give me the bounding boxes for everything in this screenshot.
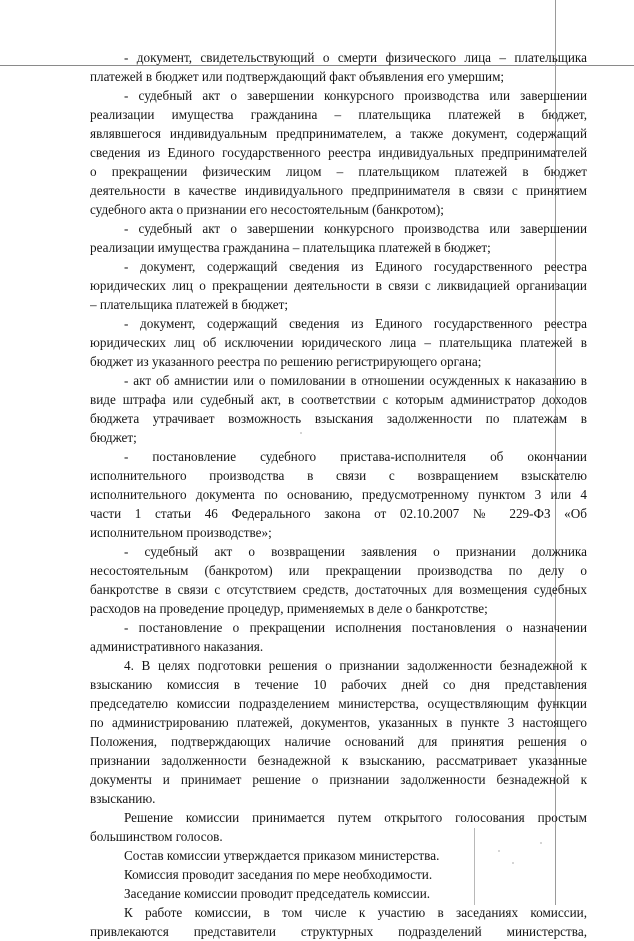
text-line: части 1 статьи 46 Федерального закона от 02.10.2007 № 229-ФЗ «Об	[90, 506, 587, 521]
text-line: взысканию комиссия в течение 10 рабочих дней со дня представления	[90, 677, 587, 692]
text-line: исполнительного производства в связи с возвращением взыскателю	[90, 468, 587, 483]
text-line: сведения из Единого государственного реестра индивидуальных предпринимателей	[90, 145, 587, 160]
text-line: Решение комиссии принимается путем открытого голосования простым	[124, 810, 587, 825]
text-line: - документ, содержащий сведения из Единого государственного реестра	[124, 259, 587, 274]
text-line: юридических лиц об исключении юридического лица – плательщика платежей в	[90, 335, 587, 350]
text-line: - судебный акт о возвращении заявления о признании должника	[124, 544, 587, 559]
text-line: юридических лиц о прекращении деятельности в связи с ликвидацией организации	[90, 278, 587, 293]
document-body	[90, 48, 587, 941]
text-line: большинством голосов.	[90, 829, 223, 844]
text-line: Положения, подтверждающих наличие оснований для принятия решения о	[90, 734, 587, 749]
text-line: платежей в бюджет или подтверждающий факт объявления его умершим;	[90, 69, 505, 84]
text-line: несостоятельным (банкротом) или прекращении производства по делу о	[90, 563, 587, 578]
text-line: банкротстве в связи с отсутствием средств, достаточных для возмещения судебных	[90, 582, 587, 597]
text-line: Заседание комиссии проводит председатель комиссии.	[124, 886, 431, 901]
text-line: председателю комиссии подразделением министерства, осуществляющим функции	[90, 696, 587, 711]
text-line: - документ, содержащий сведения из Единого государственного реестра	[124, 316, 587, 331]
text-line: бюджет из указанного реестра по решению регистрирующего органа;	[90, 354, 482, 369]
text-line: документы и принимает решение о признании задолженности безнадежной к	[90, 772, 587, 787]
text-line: расходов на проведение процедур, применяемых в деле о банкротстве;	[90, 601, 488, 616]
text-line: являвшегося индивидуальным предпринимателем, а также документ, содержащий	[90, 126, 587, 141]
text-line: - судебный акт о завершении конкурсного производства или завершении	[124, 221, 587, 236]
text-line: по администрированию платежей, документов, указанных в пункте 3 настоящего	[90, 715, 587, 730]
text-line: признании задолженности безнадежной к взысканию, рассматривает указанные	[90, 753, 587, 768]
text-line: реализации имущества гражданина – плательщика платежей в бюджет;	[90, 240, 491, 255]
text-line: взысканию.	[90, 791, 156, 806]
text-line: о прекращении физическим лицом – плательщиком платежей в бюджет	[90, 164, 587, 179]
text-line: деятельности в качестве индивидуального предпринимателя в связи с принятием	[90, 183, 587, 198]
text-line: привлекаются представители структурных подразделений министерства,	[90, 924, 587, 939]
text-line: - документ, свидетельствующий о смерти физического лица – плательщика	[124, 50, 587, 65]
text-line: исполнительном производстве»;	[90, 525, 272, 540]
text-line: – плательщика платежей в бюджет;	[90, 297, 289, 312]
text-line: - постановление судебного пристава-исполнителя об окончании	[124, 449, 587, 464]
text-line: административного наказания.	[90, 639, 264, 654]
text-line: бюджет;	[90, 430, 137, 445]
text-line: реализации имущества гражданина – плательщика платежей в бюджет,	[90, 107, 587, 122]
text-line: судебного акта о признании его несостоятельным (банкротом);	[90, 202, 444, 217]
text-line: 4. В целях подготовки решения о признании задолженности безнадежной к	[124, 658, 587, 673]
text-line: - постановление о прекращении исполнения постановления о назначении	[124, 620, 587, 635]
text-line: - акт об амнистии или о помиловании в отношении осужденных к наказанию в	[124, 373, 587, 388]
text-line: бюджета утрачивает возможность взыскания задолженности по платежам в	[90, 411, 587, 426]
text-line: Состав комиссии утверждается приказом министерства.	[124, 848, 440, 863]
text-line: Комиссия проводит заседания по мере необходимости.	[124, 867, 433, 882]
text-line: виде штрафа или судебный акт, в соответствии с которым администратор доходов	[90, 392, 587, 407]
text-line: К работе комиссии, в том числе к участию в заседаниях комиссии,	[124, 905, 587, 920]
text-line: - судебный акт о завершении конкурсного производства или завершении	[124, 88, 587, 103]
text-line: исполнительного документа по основанию, предусмотренному пунктом 3 или 4	[90, 487, 587, 502]
